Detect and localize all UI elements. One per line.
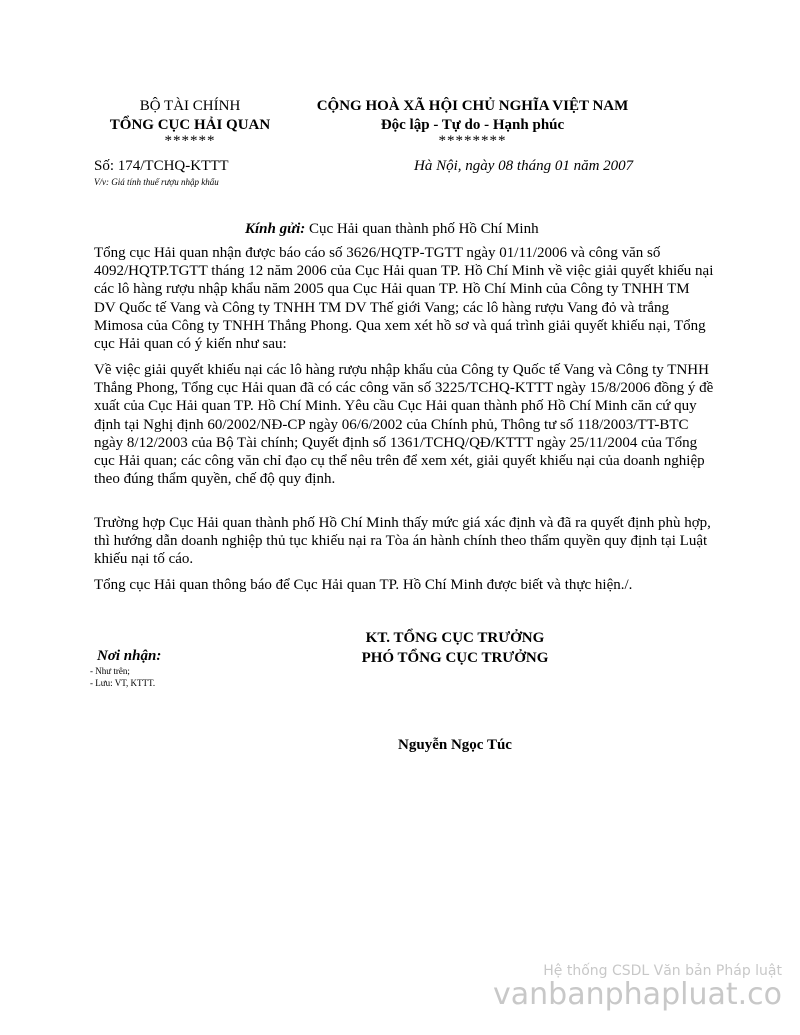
signature-title-2: PHÓ TỔNG CỤC TRƯỞNG: [361, 650, 549, 666]
country-name: CỘNG HOÀ XÃ HỘI CHỦ NGHĨA VIỆT NAM: [316, 98, 629, 114]
body-paragraph: Tổng cục Hải quan nhận được báo cáo số 3626/HQTP-TGTT ngày 01/11/2006 và công văn số 4092/HQTP.TGTT tháng 12 năm 2006 của Cục Hải quan TP. Hồ Chí Minh về việc giải quyết khiếu nại các lô hàng rượu nhập khẩu năm 2005 qua Cục Hải quan TP. Hồ Chí Minh của Công ty TNHH TM DV Quốc tế Vang và Công ty TNHH TM DV Thế giới Vang; các lô hàng rượu Vang đỏ và trắng Mimosa của Công ty TNHH Thắng Phong. Qua xem xét hồ sơ và quá trình giải quyết khiếu nại, Tổng cục Hải quan có ý kiến như sau:: [94, 245, 714, 353]
national-motto: Độc lập - Tự do - Hạnh phúc: [380, 117, 565, 133]
header-stars-left: ******: [164, 133, 216, 149]
recipients-item: - Lưu: VT, KTTT.: [90, 678, 156, 688]
document-date: Hà Nội, ngày 08 tháng 01 năm 2007: [414, 158, 634, 174]
recipients-item: - Như trên;: [90, 666, 130, 676]
recipient-name: Cục Hải quan thành phố Hồ Chí Minh: [305, 221, 539, 237]
signature-title-1: KT. TỔNG CỤC TRƯỞNG: [365, 630, 545, 646]
recipient-label: Kính gửi:: [245, 221, 306, 237]
watermark-caption: Hệ thống CSDL Văn bản Pháp luật: [543, 963, 782, 979]
document-subject: V/v: Giá tính thuế rượu nhập khẩu: [94, 177, 219, 187]
document-number: Số: 174/TCHQ-KTTT: [94, 158, 229, 174]
ministry-name: BỘ TÀI CHÍNH: [139, 98, 241, 114]
recipients-list: [90, 665, 155, 689]
recipients-title: Nơi nhận:: [97, 648, 162, 664]
signer-name: Nguyễn Ngọc Túc: [398, 737, 512, 753]
body-paragraph: Về việc giải quyết khiếu nại các lô hàng rượu nhập khẩu của Công ty Quốc tế Vang và Công ty TNHH Thắng Phong, Tổng cục Hải quan đã có các công văn số 3225/TCHQ-KTTT ngày 15/8/2006 đồng ý đề xuất của Cục Hải quan TP. Hồ Chí Minh. Yêu cầu Cục Hải quan thành phố Hồ Chí Minh căn cứ quy định tại Nghị định 60/2002/NĐ-CP ngày 06/6/2002 của Chính phủ, Thông tư số 118/2003/TT-BTC ngày 8/12/2003 của Bộ Tài chính; Quyết định số 1361/TCHQ/QĐ/KTTT ngày 25/11/2004 của Tổng cục Hải quan; các công văn chỉ đạo cụ thể nêu trên để xem xét, giải quyết khiếu nại của doanh nghiệp theo đúng thẩm quyền, chế độ quy định.: [94, 362, 714, 488]
recipient-line: [245, 221, 539, 238]
national-header: [300, 97, 645, 148]
issuer-header: [90, 97, 290, 148]
body-paragraph: Tổng cục Hải quan thông báo để Cục Hải quan TP. Hồ Chí Minh được biết và thực hiện./.: [94, 577, 633, 593]
department-name: TỔNG CỤC HẢI QUAN: [109, 117, 271, 133]
header-stars-right: ********: [438, 133, 507, 149]
signature-block: [315, 628, 595, 668]
watermark-site: vanbanphapluat.co: [493, 977, 782, 1012]
body-paragraph: Trường hợp Cục Hải quan thành phố Hồ Chí Minh thấy mức giá xác định và đã ra quyết định phù hợp, thì hướng dẫn doanh nghiệp thủ tục khiếu nại ra Tòa án hành chính theo thẩm quyền quy định tại Luật khiếu nại tố cáo.: [94, 515, 711, 568]
